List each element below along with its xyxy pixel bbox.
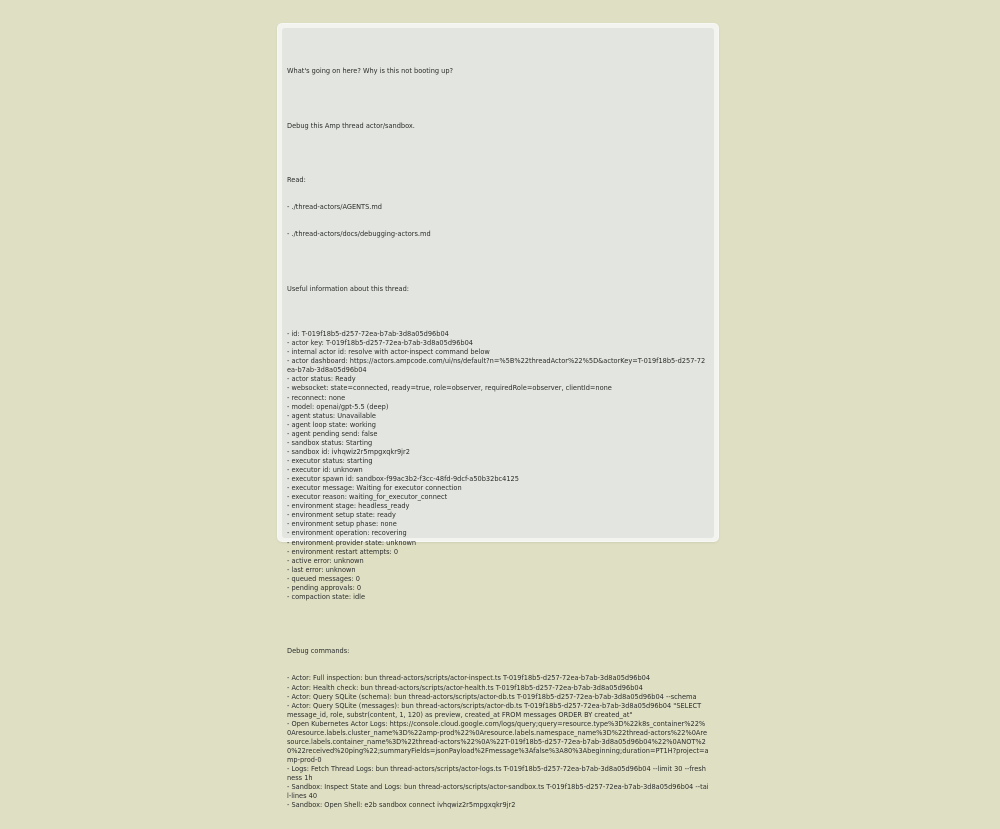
info-item: - model: openai/gpt-5.5 (deep) [287, 402, 389, 411]
info-item: - executor status: starting [287, 456, 373, 465]
info-list [287, 330, 709, 602]
info-item: - active error: unknown [287, 556, 364, 565]
info-item: - actor dashboard: https://actors.ampcode.com/ui/ns/default?n=%5B%22threadActor%22%5D&actorKey=T-019f18b5-d257-72ea-b7ab-3d8a05d96b04 [287, 357, 706, 375]
info-item: - environment provider state: unknown [287, 538, 417, 547]
info-item: - agent loop state: working [287, 420, 376, 429]
info-item: - websocket: state=connected, ready=true, role=observer, requiredRole=observer, clientId=none [287, 384, 612, 393]
info-item: - id: T-019f18b5-d257-72ea-b7ab-3d8a05d96b04 [287, 330, 449, 339]
debug-command: - Actor: Full inspection: bun thread-actors/scripts/actor-inspect.ts T-019f18b5-d257-72ea-b7ab-3d8a05d96b04 [287, 674, 651, 683]
info-item: - executor message: Waiting for executor connection [287, 484, 462, 493]
task-line: Debug this Amp thread actor/sandbox. [287, 121, 415, 130]
info-item: - environment setup phase: none [287, 520, 397, 529]
debug-list [287, 674, 709, 810]
info-item: - pending approvals: 0 [287, 583, 362, 592]
info-item: - executor spawn id: sandbox-f99ac3b2-f3cc-48fd-9dcf-a50b32bc4125 [287, 475, 519, 484]
info-item: - reconnect: none [287, 393, 346, 402]
debug-command: - Open Kubernetes Actor Logs: https://console.cloud.google.com/logs/query;query=resource.type%3D%22k8s_container%22%0Aresource.labels.cluster_name%3D%22amp-prod%22%0Aresource.labels.namespace_name%3D%22thread-actors%22%0Aresource.labels.container_name%3D%22thread-actors%22%0A%22T-019f18b5-d257-72ea-b7ab-3d8a05d96b04%22%0ANOT%20%22received%20ping%22;summaryFields=jsonPayload%2Fmessage%3Afalse%3A80%3Abeginning;duration=PT1H?project=amp-prod-0 [287, 719, 709, 764]
info-item: - environment stage: headless_ready [287, 502, 410, 511]
info-item: - compaction state: idle [287, 592, 366, 601]
read-heading: Read: [287, 176, 306, 184]
info-item: - environment setup state: ready [287, 511, 396, 520]
info-item: - actor key: T-019f18b5-d257-72ea-b7ab-3d8a05d96b04 [287, 339, 473, 348]
info-item: - actor status: Ready [287, 375, 356, 384]
info-item: - last error: unknown [287, 565, 356, 574]
info-item: - agent pending send: false [287, 429, 378, 438]
info-heading: Useful information about this thread: [287, 284, 409, 293]
debug-command: - Actor: Health check: bun thread-actors/scripts/actor-health.ts T-019f18b5-d257-72ea-b7ab-3d8a05d96b04 [287, 683, 643, 692]
debug-command: - Sandbox: Open Shell: e2b sandbox connect ivhqwiz2r5mpgxqkr9jr2 [287, 801, 516, 810]
info-item: - queued messages: 0 [287, 574, 360, 583]
info-item: - executor reason: waiting_for_executor_connect [287, 493, 448, 502]
read-item-agents: - ./thread-actors/AGENTS.md [287, 203, 382, 212]
blank-line [287, 258, 709, 267]
message-text[interactable] [287, 31, 709, 829]
debug-command: - Sandbox: Inspect State and Logs: bun thread-actors/scripts/actor-sandbox.ts T-019f18b5-d257-72ea-b7ab-3d8a05d96b04 --tail-lines 40 [287, 783, 709, 801]
info-item: - environment restart attempts: 0 [287, 547, 399, 556]
info-item: - sandbox status: Starting [287, 438, 373, 447]
info-item: - agent status: Unavailable [287, 411, 376, 420]
info-item: - sandbox id: ivhqwiz2r5mpgxqkr9jr2 [287, 447, 410, 456]
blank-line [287, 94, 709, 103]
read-item-debugging: - ./thread-actors/docs/debugging-actors.md [287, 230, 431, 239]
debug-command: - Actor: Query SQLite (messages): bun thread-actors/scripts/actor-db.ts T-019f18b5-d257-72ea-b7ab-3d8a05d96b04 "SELECT message_id, role, substr(content, 1, 120) as preview, created_at FROM messages ORDER BY created_at" [287, 701, 704, 719]
debug-heading: Debug commands: [287, 647, 350, 656]
blank-line [287, 149, 709, 158]
message-panel[interactable] [282, 28, 714, 810]
intro-section [287, 49, 709, 312]
blank-line [287, 620, 709, 629]
info-item: - internal actor id: resolve with actor-inspect command below [287, 348, 490, 357]
debug-command: - Actor: Query SQLite (schema): bun thread-actors/scripts/actor-db.ts T-019f18b5-d257-72ea-b7ab-3d8a05d96b04 --schema [287, 692, 697, 701]
debug-command: - Logs: Fetch Thread Logs: bun thread-actors/scripts/actor-logs.ts T-019f18b5-d257-72ea-b7ab-3d8a05d96b04 --limit 30 --freshness 1h [287, 765, 706, 783]
info-item: - executor id: unknown [287, 466, 363, 474]
question-line: What's going on here? Why is this not booting up? [287, 67, 454, 76]
info-item: - environment operation: recovering [287, 529, 407, 538]
